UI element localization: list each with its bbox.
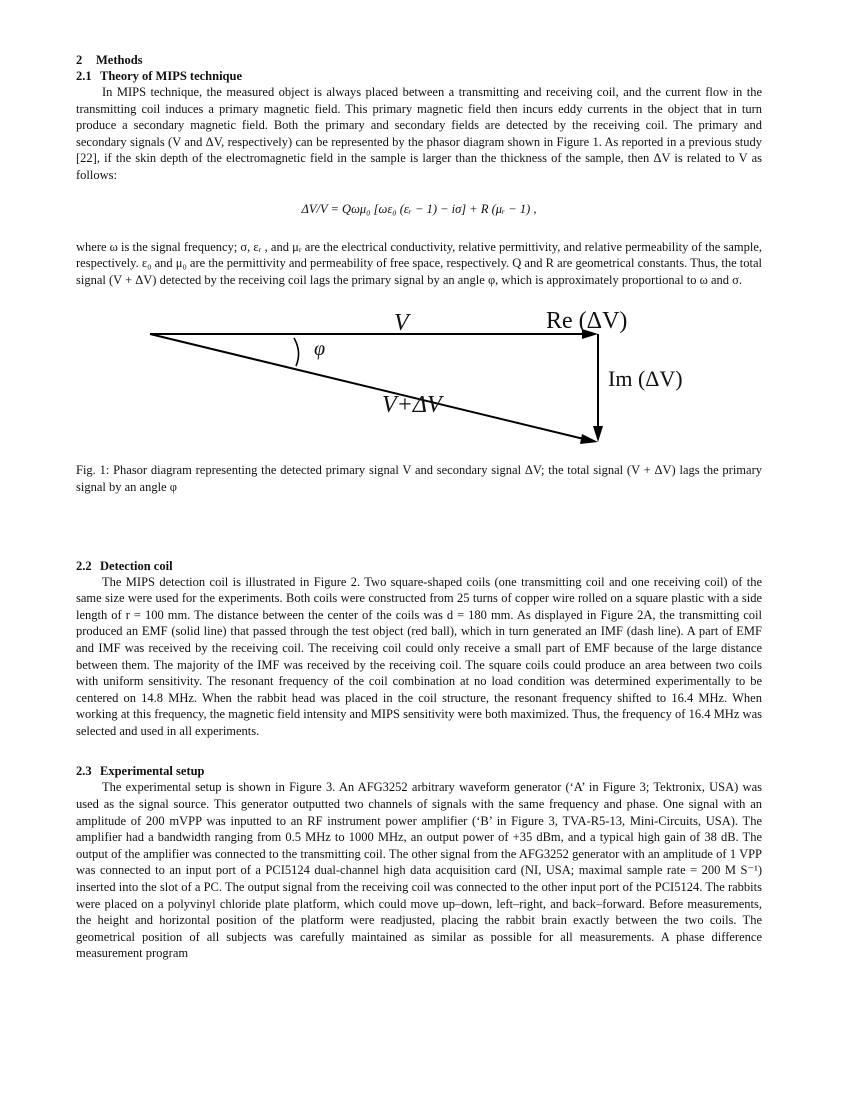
section-number: 2	[76, 53, 83, 67]
experimental-setup-paragraph: The experimental setup is shown in Figure 3. An AFG3252 arbitrary waveform generator (‘A’ in Figure 3; Tektronix, USA) was used as the signal source. This generator outputted two channels of signals with the same frequency and phase. One signal with an amplitude of 200 mVPP was inputted to an RF instrument power amplifier (‘B’ in Figure 3, TVA-R5-13, Mini-Circuits, USA). The amplifier had a bandwidth ranging from 0.5 MHz to 1000 MHz, an output power of +35 dBm, and a typical high gain of 38 dB. The output of the amplifier was connected to the transmitting coil. The other signal from the AFG3252 generator with an amplitude of 1 VPP was connected to an input port of a PCI5124 dual-channel high data acquisition card (NI, USA; maximal sample rate = 200 M S⁻¹) inserted into the slot of a PC. The output signal from the receiving coil was connected to the other input port of the PCI5124. The rabbits were placed on a polyvinyl chloride plate platform, which could move up–down, left–right, and back–forward. Before measurements, the height and horizontal position of the platform were readjusted, placing the rabbit brain exactly between the two coils. The geometrical position of all subjects was carefully maintained as similar as possible for all measurements. A phase difference measurement program	[76, 780, 762, 961]
subsection-heading-experimental-setup	[76, 763, 762, 779]
phasor-diagram	[76, 308, 762, 454]
detection-coil-paragraph: The MIPS detection coil is illustrated in Figure 2. Two square-shaped coils (one transmitting coil and one receiving coil) of the same size were used for the experiments. Both coils were constructed from 25 turns of copper wire rolled on a square plastic with a side length of r = 100 mm. The distance between the center of the coils was d = 180 mm. As displayed in Figure 2A, the transmitting coil produced an EMF (solid line) that passed through the test object (red ball), which in turn generated an IMF (dash line). A part of EMF and IMF was received by the receiving coil. The receiving coil could only receive a small part of EMF because of the large distance between them. The majority of the IMF was received by the receiving coil. The square coils could produce an area between two coils with uniform sensitivity. The resonant frequency of the coil combination at no load condition was determined experimentally to be centered on 14.8 MHz. When the rabbit head was placed in the coil structure, the resonant frequency shifted to 16.4 MHz. When working at this frequency, the magnetic field intensity and MIPS sensitivity were both maximized. Thus, the frequency of 16.4 MHz was selected and used in all experiments.	[76, 574, 762, 738]
theory-paragraph-1: In MIPS technique, the measured object is always placed between a transmitting and receiving coil, and the current flow in the transmitting coil induces a primary magnetic field. This primary magnetic field then incurs eddy currents in the object that in turn produce a secondary magnetic field. Both the primary and secondary fields are detected by the receiving coil. The primary and secondary signals (V and ΔV, respectively) can be represented by the phasor diagram shown in Figure 1. As reported in a previous study [22], if the skin depth of the electromagnetic field in the sample is larger than the thickness of the sample, then ΔV is related to V as follows:	[76, 85, 762, 182]
subsection-title: Detection coil	[100, 558, 173, 573]
phasor-label-phi: φ	[314, 338, 326, 361]
section-title: Methods	[96, 53, 143, 67]
subsection-title: Experimental setup	[100, 764, 205, 779]
equation: ΔV/V = Qωμ₀ [ωε₀ (εᵣ − 1) − iσ] + R (μᵣ − 1) ,	[301, 201, 537, 216]
subsection-title: Theory of MIPS technique	[100, 69, 243, 83]
phasor-label-sum: V+ΔV	[382, 392, 442, 419]
paper-page	[76, 52, 762, 962]
subsection-number: 2.2	[76, 558, 92, 573]
phasor-label-re: Re (ΔV)	[546, 308, 628, 335]
phasor-label-v: V	[394, 310, 409, 337]
section-heading-methods	[76, 52, 762, 68]
figure-caption: Fig. 1: Phasor diagram representing the detected primary signal V and secondary signal ΔV; the total signal (V + ΔV) lags the primary signal by an angle φ	[76, 463, 762, 494]
subsection-heading-detection-coil	[76, 558, 762, 574]
subsection-heading-theory	[76, 68, 762, 84]
subsection-number: 2.3	[76, 764, 92, 779]
phasor-label-im: Im (ΔV)	[608, 366, 683, 392]
subsection-number: 2.1	[76, 69, 92, 83]
theory-paragraph-2: where ω is the signal frequency; σ, εᵣ , and μᵣ are the electrical conductivity, relative permittivity, and relative permeability of the sample, respectively. ε₀ and μ₀ are the permittivity and permeability of free space, respectively. Q and R are geometrical constants. Thus, the total signal (V + ΔV) detected by the receiving coil lags the primary signal by an angle φ, which is approximately proportional to ω and σ.	[76, 239, 762, 287]
